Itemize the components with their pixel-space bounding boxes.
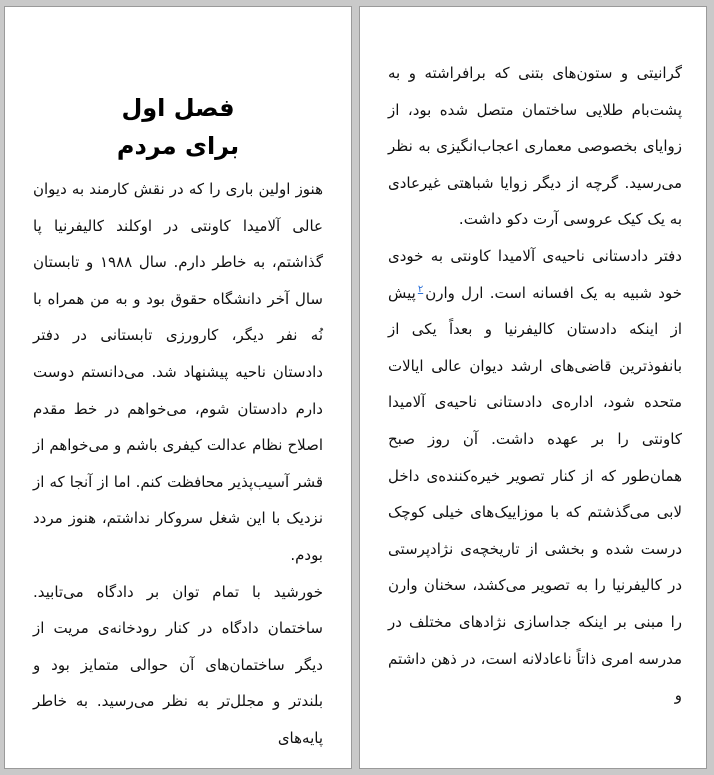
chapter-heading bbox=[5, 89, 351, 165]
left-page-body bbox=[33, 171, 323, 757]
chapter-title: برای مردم bbox=[116, 132, 240, 160]
paragraph-text-before-footnote: دفتر دادستانی ناحیه‌ی آلامیدا کاونتی به خودی خود شبیه به یک افسانه است. ارل وارن bbox=[388, 246, 682, 302]
body-paragraph: هنوز اولین باری را که در نقش کارمند به دیوان عالی آلامیدا کاونتی در اوکلند کالیفرنیا پا گذاشتم، به خاطر دارم. سال ۱۹۸۸ و تابستان سال آخر دانشگاه حقوق بود و به من همراه با نُه نفر دیگر، کارورزی تابستانی در دفتر دادستان ناحیه پیشنهاد شد. می‌دانستم دوست دارم دادستان شوم، می‌خواهم در خط مقدم اصلاح نظام عدالت کیفری باشم و می‌خواهم از قشر آسیب‌پذیر محافظت کنم. اما از آنجا که از نزدیک با این شغل سروکار نداشتم، هنوز مردد بودم. bbox=[33, 180, 323, 564]
right-page-body bbox=[388, 55, 682, 714]
body-paragraph: خورشید با تمام توان بر دادگاه می‌تابید. ساختمان دادگاه در کنار رودخانه‌ی مریت از دیگر ساختمان‌های آن حوالی متمایز بود و بلندتر و مجلل‌تر به نظر می‌رسید. به خاطر پایه‌های bbox=[33, 582, 323, 747]
footnote-link[interactable]: ۲ bbox=[417, 283, 424, 295]
chapter-number: فصل اول bbox=[121, 94, 235, 122]
right-page bbox=[359, 6, 707, 769]
paragraph-text-after-footnote: پیش از اینکه دادستان کالیفرنیا و بعداً یکی از بانفوذترین قاضی‌های ارشد دیوان عالی ایالات متحده شود، اداره‌ی دادستانی ناحیه‌ی آلامیدا کاونتی را بر عهده داشت. آن روز صبح همان‌طور که از کنار تصویر خیره‌کننده‌ی داخل لابی می‌گذشتم که با موزاییک‌های خیلی کوچک درست شده و بخشی از تاریخچه‌ی نژادپرستی در کالیفرنیا را به تصویر می‌کشد، سخنان وارن را مبنی بر اینکه جداسازی نژادهای مختلف در مدرسه امری ذاتاً ناعادلانه است، در ذهن داشتم و bbox=[388, 283, 682, 705]
left-page bbox=[4, 6, 352, 769]
body-paragraph: گرانیتی و ستون‌های بتنی که برافراشته و به پشت‌بام طلایی ساختمان متصل شده بود، از زوایای بخصوصی معماری اعجاب‌انگیزی به نظر می‌رسید. گرچه از دیگر زوایا شباهتی غیرعادی به یک کیک عروسی آرت دکو داشت. bbox=[388, 64, 682, 229]
body-paragraph bbox=[388, 238, 682, 714]
